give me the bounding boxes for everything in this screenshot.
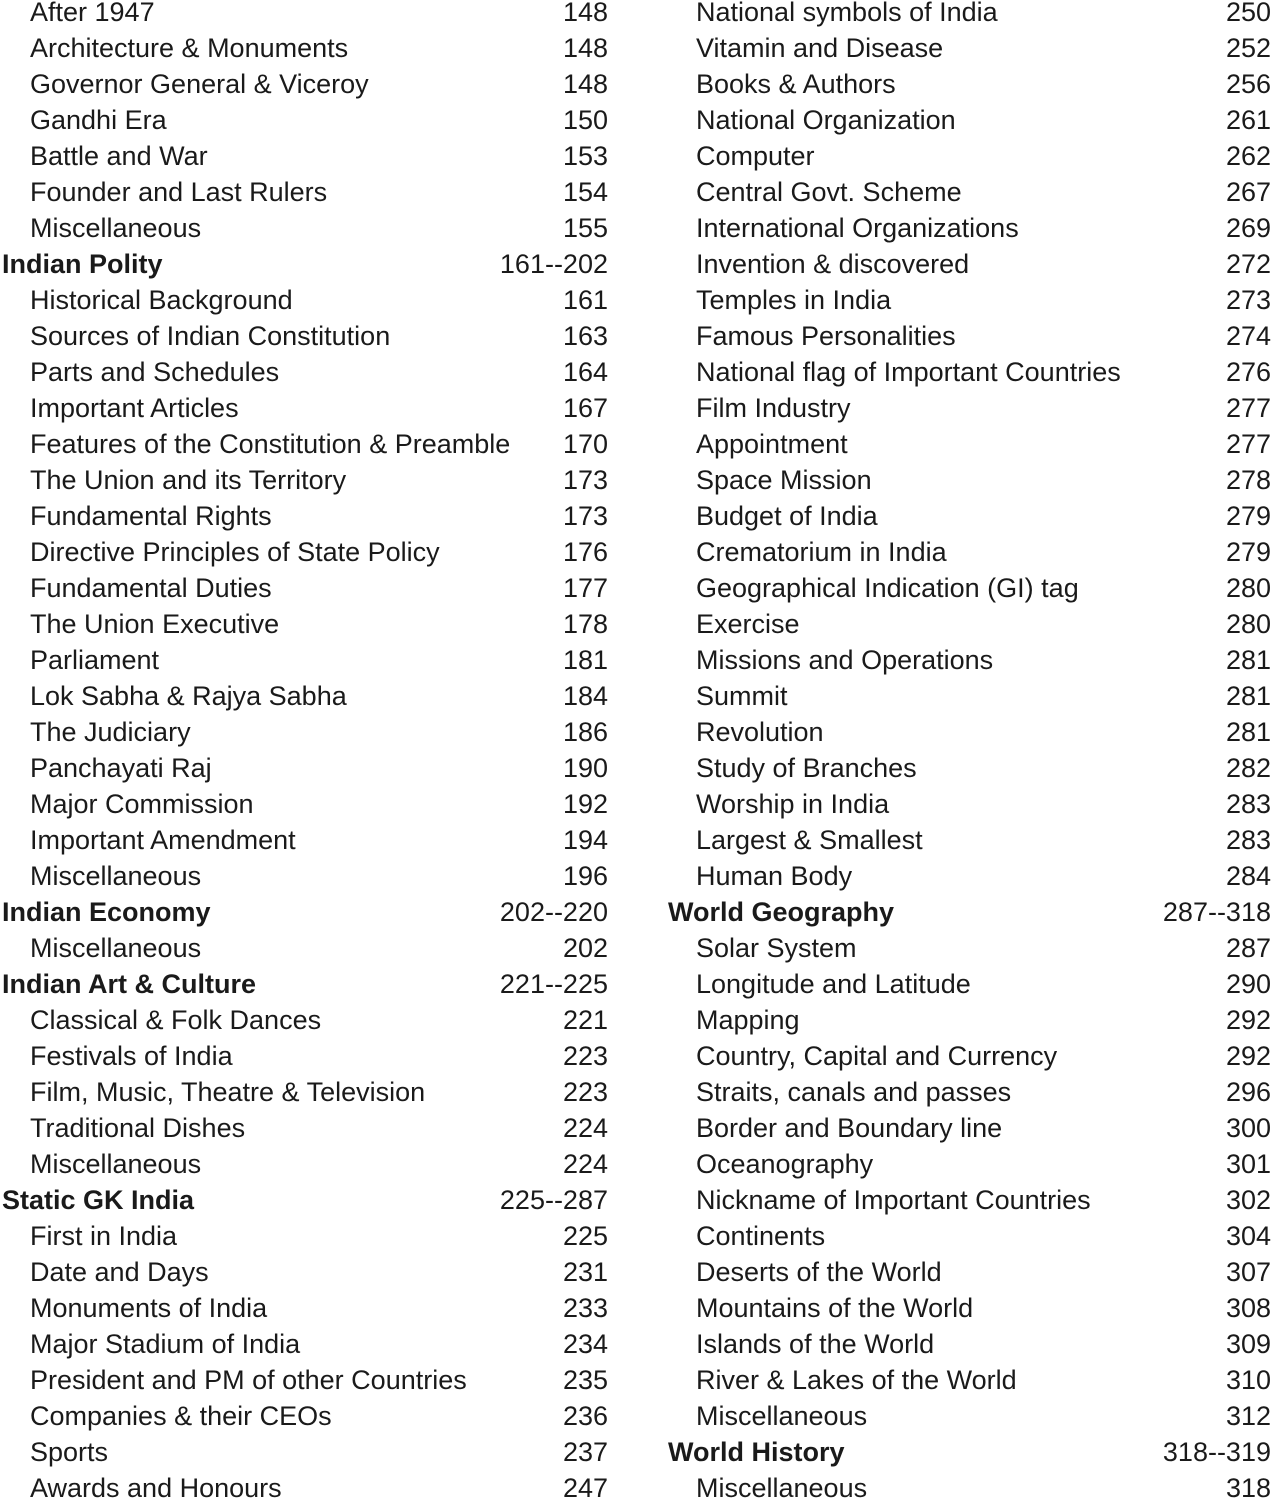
toc-entry [0, 102, 612, 138]
entry-page-number: 274 [1225, 321, 1271, 351]
entry-title: Worship in India [696, 789, 890, 819]
entry-page-number: 281 [1225, 717, 1271, 747]
entry-title: Miscellaneous [696, 1401, 868, 1431]
toc-entry [0, 858, 612, 894]
entry-title: Awards and Honours [30, 1473, 282, 1503]
entry-title: Gandhi Era [30, 105, 167, 135]
toc-entry [0, 1218, 612, 1254]
entry-title: Major Commission [30, 789, 254, 819]
toc-entry [0, 282, 612, 318]
entry-page-number: 309 [1225, 1329, 1271, 1359]
entry-title: Miscellaneous [696, 1473, 868, 1503]
entry-page-number: 302 [1225, 1185, 1271, 1215]
entry-title: Features of the Constitution & Preamble [30, 429, 511, 459]
entry-page-number: 148 [562, 33, 608, 63]
entry-title: Parliament [30, 645, 160, 675]
entry-page-number: 161 [562, 285, 608, 315]
entry-title: Parts and Schedules [30, 357, 280, 387]
entry-title: Architecture & Monuments [30, 33, 349, 63]
entry-title: River & Lakes of the World [696, 1365, 1017, 1395]
entry-page-number: 170 [562, 429, 608, 459]
entry-title: Study of Branches [696, 753, 917, 783]
entry-page-number: 194 [562, 825, 608, 855]
entry-title: Straits, canals and passes [696, 1077, 1012, 1107]
entry-title: Invention & discovered [696, 249, 970, 279]
entry-title: Sources of Indian Constitution [30, 321, 391, 351]
entry-page-number: 163 [562, 321, 608, 351]
entry-page-number: 310 [1225, 1365, 1271, 1395]
toc-entry [0, 822, 612, 858]
entry-title: Founder and Last Rulers [30, 177, 328, 207]
entry-title: Islands of the World [696, 1329, 935, 1359]
toc-entry [666, 714, 1275, 750]
entry-title: Directive Principles of State Policy [30, 537, 440, 567]
section-title: Indian Art & Culture [2, 969, 256, 999]
toc-entry [0, 1470, 612, 1506]
toc-entry [666, 354, 1275, 390]
toc-section-heading [666, 1434, 1275, 1470]
entry-page-number: 276 [1225, 357, 1271, 387]
toc-entry [666, 1218, 1275, 1254]
entry-page-number: 153 [562, 141, 608, 171]
entry-page-number: 283 [1225, 789, 1271, 819]
entry-page-number: 237 [562, 1437, 608, 1467]
toc-entry [0, 1362, 612, 1398]
entry-page-number: 252 [1225, 33, 1271, 63]
entry-title: Lok Sabha & Rajya Sabha [30, 681, 347, 711]
entry-page-number: 177 [562, 573, 608, 603]
entry-title: Oceanography [696, 1149, 874, 1179]
entry-page-number: 279 [1225, 537, 1271, 567]
toc-entry [666, 1254, 1275, 1290]
entry-page-number: 292 [1225, 1005, 1271, 1035]
entry-title: Battle and War [30, 141, 208, 171]
entry-page-number: 284 [1225, 861, 1271, 891]
entry-page-number: 308 [1225, 1293, 1271, 1323]
entry-title: Continents [696, 1221, 826, 1251]
entry-page-number: 296 [1225, 1077, 1271, 1107]
entry-title: Vitamin and Disease [696, 33, 944, 63]
toc-entry [0, 210, 612, 246]
toc-entry [666, 390, 1275, 426]
toc-entry [0, 1074, 612, 1110]
toc-entry [666, 1146, 1275, 1182]
toc-entry [0, 66, 612, 102]
entry-title: International Organizations [696, 213, 1019, 243]
entry-page-number: 292 [1225, 1041, 1271, 1071]
entry-page-number: 167 [562, 393, 608, 423]
toc-entry [0, 1110, 612, 1146]
entry-title: Governor General & Viceroy [30, 69, 369, 99]
toc-entry [0, 1290, 612, 1326]
entry-title: Companies & their CEOs [30, 1401, 332, 1431]
entry-title: Solar System [696, 933, 857, 963]
entry-page-number: 176 [562, 537, 608, 567]
toc-entry [666, 1110, 1275, 1146]
toc-entry [666, 462, 1275, 498]
toc-entry [0, 1146, 612, 1182]
entry-page-number: 277 [1225, 393, 1271, 423]
toc-entry [666, 1326, 1275, 1362]
toc-entry [666, 966, 1275, 1002]
toc-entry [666, 1290, 1275, 1326]
entry-title: Historical Background [30, 285, 293, 315]
entry-page-number: 186 [562, 717, 608, 747]
entry-title: Summit [696, 681, 788, 711]
section-title: Indian Economy [2, 897, 211, 927]
entry-title: Important Articles [30, 393, 239, 423]
entry-page-number: 148 [562, 0, 608, 27]
entry-page-number: 164 [562, 357, 608, 387]
toc-column-left [0, 0, 612, 1506]
entry-title: Appointment [696, 429, 848, 459]
entry-page-number: 250 [1225, 0, 1271, 27]
toc-entry [666, 66, 1275, 102]
entry-page-number: 281 [1225, 645, 1271, 675]
toc-entry [666, 858, 1275, 894]
toc-entry [666, 1362, 1275, 1398]
entry-page-number: 224 [562, 1113, 608, 1143]
section-page-range: 318--319 [1162, 1437, 1271, 1467]
entry-title: Revolution [696, 717, 824, 747]
entry-title: Exercise [696, 609, 800, 639]
entry-title: Film, Music, Theatre & Television [30, 1077, 426, 1107]
entry-title: Major Stadium of India [30, 1329, 301, 1359]
toc-entry [666, 318, 1275, 354]
toc-entry [666, 750, 1275, 786]
toc-entry [0, 642, 612, 678]
entry-page-number: 173 [562, 465, 608, 495]
toc-section-heading [0, 1182, 612, 1218]
entry-page-number: 283 [1225, 825, 1271, 855]
entry-page-number: 231 [562, 1257, 608, 1287]
toc-entry [666, 0, 1275, 30]
section-page-range: 287--318 [1162, 897, 1271, 927]
entry-page-number: 300 [1225, 1113, 1271, 1143]
entry-page-number: 178 [562, 609, 608, 639]
entry-title: Monuments of India [30, 1293, 268, 1323]
toc-entry [0, 750, 612, 786]
section-title: World Geography [668, 897, 895, 927]
entry-title: Budget of India [696, 501, 878, 531]
entry-page-number: 280 [1225, 609, 1271, 639]
entry-page-number: 301 [1225, 1149, 1271, 1179]
toc-section-heading [0, 966, 612, 1002]
toc-entry [0, 426, 612, 462]
toc-entry [666, 138, 1275, 174]
toc-entry [666, 498, 1275, 534]
entry-title: First in India [30, 1221, 178, 1251]
section-page-range: 202--220 [499, 897, 608, 927]
entry-page-number: 184 [562, 681, 608, 711]
entry-title: Computer [696, 141, 815, 171]
entry-page-number: 154 [562, 177, 608, 207]
entry-title: Important Amendment [30, 825, 296, 855]
entry-page-number: 281 [1225, 681, 1271, 711]
toc-entry [666, 426, 1275, 462]
toc-entry [666, 1074, 1275, 1110]
toc-entry [666, 246, 1275, 282]
entry-page-number: 262 [1225, 141, 1271, 171]
entry-title: The Judiciary [30, 717, 191, 747]
toc-entry [0, 138, 612, 174]
toc-entry [0, 1398, 612, 1434]
entry-page-number: 318 [1225, 1473, 1271, 1503]
entry-title: President and PM of other Countries [30, 1365, 467, 1395]
toc-entry [0, 390, 612, 426]
toc-entry [666, 102, 1275, 138]
toc-entry [666, 786, 1275, 822]
entry-title: National Organization [696, 105, 956, 135]
toc-column-right [666, 0, 1275, 1506]
toc-entry [0, 930, 612, 966]
entry-title: Film Industry [696, 393, 851, 423]
entry-page-number: 277 [1225, 429, 1271, 459]
toc-entry [666, 930, 1275, 966]
entry-page-number: 247 [562, 1473, 608, 1503]
entry-title: Country, Capital and Currency [696, 1041, 1058, 1071]
entry-page-number: 192 [562, 789, 608, 819]
entry-page-number: 280 [1225, 573, 1271, 603]
entry-title: Longitude and Latitude [696, 969, 971, 999]
toc-entry [0, 606, 612, 642]
entry-page-number: 287 [1225, 933, 1271, 963]
entry-page-number: 224 [562, 1149, 608, 1179]
toc-entry [666, 1182, 1275, 1218]
entry-title: Books & Authors [696, 69, 896, 99]
entry-title: Temples in India [696, 285, 892, 315]
entry-title: Largest & Smallest [696, 825, 923, 855]
entry-title: Festivals of India [30, 1041, 233, 1071]
entry-page-number: 173 [562, 501, 608, 531]
toc-entry [0, 1038, 612, 1074]
entry-title: Geographical Indication (GI) tag [696, 573, 1079, 603]
entry-page-number: 223 [562, 1041, 608, 1071]
section-page-range: 221--225 [499, 969, 608, 999]
toc-entry [0, 354, 612, 390]
entry-page-number: 190 [562, 753, 608, 783]
section-page-range: 161--202 [499, 249, 608, 279]
toc-entry [0, 1434, 612, 1470]
entry-page-number: 261 [1225, 105, 1271, 135]
entry-title: Sports [30, 1437, 109, 1467]
toc-entry [666, 822, 1275, 858]
toc-entry [0, 678, 612, 714]
toc-section-heading [0, 894, 612, 930]
toc-entry [666, 570, 1275, 606]
entry-title: Panchayati Raj [30, 753, 212, 783]
toc-entry [666, 1398, 1275, 1434]
toc-entry [0, 0, 612, 30]
entry-title: Miscellaneous [30, 861, 202, 891]
toc-entry [666, 678, 1275, 714]
entry-page-number: 234 [562, 1329, 608, 1359]
toc-entry [0, 498, 612, 534]
toc-entry [0, 1002, 612, 1038]
entry-title: Crematorium in India [696, 537, 947, 567]
entry-title: Fundamental Duties [30, 573, 272, 603]
entry-page-number: 278 [1225, 465, 1271, 495]
entry-title: Missions and Operations [696, 645, 994, 675]
entry-page-number: 307 [1225, 1257, 1271, 1287]
toc-entry [0, 714, 612, 750]
entry-page-number: 304 [1225, 1221, 1271, 1251]
entry-title: Mountains of the World [696, 1293, 974, 1323]
toc-entry [666, 1002, 1275, 1038]
entry-title: The Union and its Territory [30, 465, 347, 495]
toc-entry [666, 1470, 1275, 1506]
entry-title: Miscellaneous [30, 933, 202, 963]
entry-page-number: 290 [1225, 969, 1271, 999]
entry-title: Famous Personalities [696, 321, 956, 351]
entry-title: Central Govt. Scheme [696, 177, 962, 207]
entry-title: Nickname of Important Countries [696, 1185, 1091, 1215]
section-title: Static GK India [2, 1185, 195, 1215]
entry-page-number: 235 [562, 1365, 608, 1395]
entry-page-number: 150 [562, 105, 608, 135]
section-title: World History [668, 1437, 845, 1467]
entry-title: Human Body [696, 861, 853, 891]
entry-title: National flag of Important Countries [696, 357, 1121, 387]
entry-page-number: 148 [562, 69, 608, 99]
entry-page-number: 236 [562, 1401, 608, 1431]
toc-section-heading [0, 246, 612, 282]
entry-title: Classical & Folk Dances [30, 1005, 322, 1035]
entry-page-number: 196 [562, 861, 608, 891]
section-page-range: 225--287 [499, 1185, 608, 1215]
toc-section-heading [666, 894, 1275, 930]
entry-title: Space Mission [696, 465, 872, 495]
entry-title: National symbols of India [696, 0, 998, 27]
toc-entry [0, 786, 612, 822]
entry-page-number: 282 [1225, 753, 1271, 783]
entry-title: Border and Boundary line [696, 1113, 1003, 1143]
entry-title: After 1947 [30, 0, 155, 27]
entry-page-number: 272 [1225, 249, 1271, 279]
entry-title: Traditional Dishes [30, 1113, 246, 1143]
toc-entry [666, 606, 1275, 642]
entry-page-number: 312 [1225, 1401, 1271, 1431]
entry-title: Deserts of the World [696, 1257, 942, 1287]
entry-page-number: 256 [1225, 69, 1271, 99]
toc-entry [666, 534, 1275, 570]
entry-page-number: 223 [562, 1077, 608, 1107]
entry-page-number: 181 [562, 645, 608, 675]
entry-title: Mapping [696, 1005, 800, 1035]
toc-entry [0, 174, 612, 210]
entry-title: Miscellaneous [30, 1149, 202, 1179]
toc-entry [666, 282, 1275, 318]
toc-entry [0, 462, 612, 498]
entry-page-number: 269 [1225, 213, 1271, 243]
entry-title: The Union Executive [30, 609, 280, 639]
entry-title: Date and Days [30, 1257, 209, 1287]
entry-page-number: 267 [1225, 177, 1271, 207]
entry-title: Fundamental Rights [30, 501, 272, 531]
toc-entry [666, 642, 1275, 678]
toc-entry [0, 1326, 612, 1362]
entry-page-number: 233 [562, 1293, 608, 1323]
entry-title: Miscellaneous [30, 213, 202, 243]
entry-page-number: 155 [562, 213, 608, 243]
section-title: Indian Polity [2, 249, 163, 279]
toc-entry [0, 318, 612, 354]
entry-page-number: 225 [562, 1221, 608, 1251]
entry-page-number: 279 [1225, 501, 1271, 531]
toc-entry [0, 1254, 612, 1290]
entry-page-number: 221 [562, 1005, 608, 1035]
toc-entry [666, 30, 1275, 66]
toc-entry [666, 210, 1275, 246]
toc-entry [666, 1038, 1275, 1074]
entry-page-number: 273 [1225, 285, 1271, 315]
toc-entry [0, 534, 612, 570]
entry-page-number: 202 [562, 933, 608, 963]
toc-entry [0, 570, 612, 606]
toc-entry [666, 174, 1275, 210]
toc-entry [0, 30, 612, 66]
